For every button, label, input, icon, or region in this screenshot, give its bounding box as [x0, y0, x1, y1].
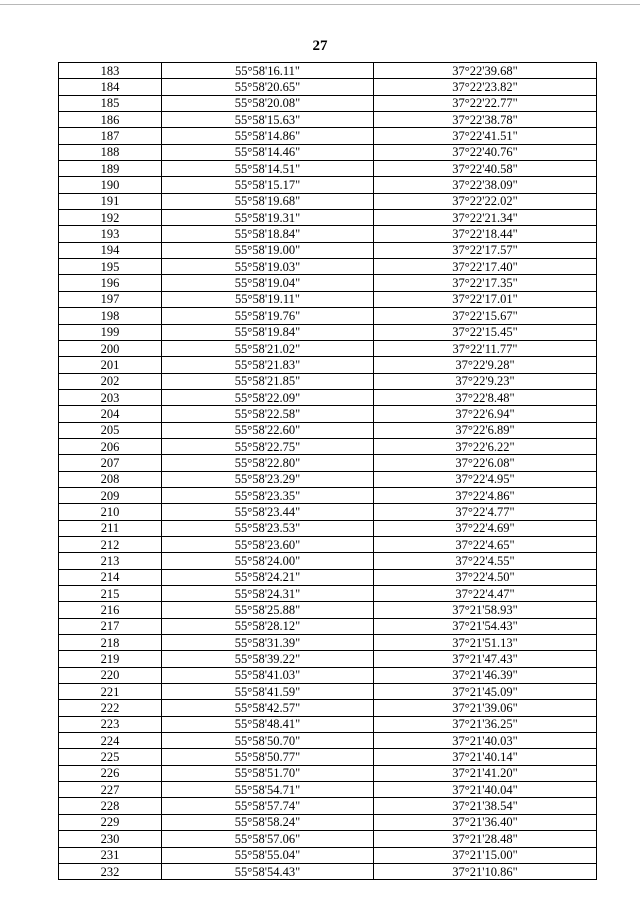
latitude-cell: 55°58'22.09"	[162, 389, 374, 405]
point-number-cell: 189	[59, 161, 162, 177]
latitude-cell: 55°58'19.76"	[162, 308, 374, 324]
latitude-cell: 55°58'14.86"	[162, 128, 374, 144]
longitude-cell: 37°22'4.86"	[374, 487, 597, 503]
table-row	[59, 128, 597, 144]
latitude-cell: 55°58'15.63"	[162, 112, 374, 128]
longitude-cell: 37°22'21.34"	[374, 210, 597, 226]
point-number-cell: 184	[59, 79, 162, 95]
latitude-cell: 55°58'21.02"	[162, 340, 374, 356]
point-number-cell: 192	[59, 210, 162, 226]
table-row	[59, 487, 597, 503]
point-number-cell: 206	[59, 438, 162, 454]
latitude-cell: 55°58'50.70"	[162, 733, 374, 749]
table-row	[59, 602, 597, 618]
table-row	[59, 504, 597, 520]
table-row	[59, 357, 597, 373]
table-row	[59, 406, 597, 422]
latitude-cell: 55°58'55.04"	[162, 847, 374, 863]
point-number-cell: 224	[59, 733, 162, 749]
point-number-cell: 213	[59, 553, 162, 569]
latitude-cell: 55°58'57.74"	[162, 798, 374, 814]
latitude-cell: 55°58'23.44"	[162, 504, 374, 520]
point-number-cell: 220	[59, 667, 162, 683]
table-row	[59, 291, 597, 307]
latitude-cell: 55°58'23.60"	[162, 536, 374, 552]
latitude-cell: 55°58'23.29"	[162, 471, 374, 487]
table-row	[59, 308, 597, 324]
longitude-cell: 37°21'54.43"	[374, 618, 597, 634]
longitude-cell: 37°21'45.09"	[374, 684, 597, 700]
longitude-cell: 37°21'51.13"	[374, 635, 597, 651]
longitude-cell: 37°21'28.48"	[374, 831, 597, 847]
table-row	[59, 79, 597, 95]
longitude-cell: 37°22'40.58"	[374, 161, 597, 177]
table-row	[59, 63, 597, 79]
table-row	[59, 455, 597, 471]
point-number-cell: 227	[59, 782, 162, 798]
table-row	[59, 667, 597, 683]
point-number-cell: 230	[59, 831, 162, 847]
latitude-cell: 55°58'22.75"	[162, 438, 374, 454]
latitude-cell: 55°58'20.08"	[162, 95, 374, 111]
point-number-cell: 195	[59, 259, 162, 275]
longitude-cell: 37°22'15.45"	[374, 324, 597, 340]
longitude-cell: 37°22'22.02"	[374, 193, 597, 209]
table-row	[59, 651, 597, 667]
point-number-cell: 229	[59, 814, 162, 830]
latitude-cell: 55°58'14.51"	[162, 161, 374, 177]
point-number-cell: 226	[59, 765, 162, 781]
longitude-cell: 37°22'4.55"	[374, 553, 597, 569]
latitude-cell: 55°58'51.70"	[162, 765, 374, 781]
table-row	[59, 586, 597, 602]
latitude-cell: 55°58'19.00"	[162, 242, 374, 258]
longitude-cell: 37°22'4.69"	[374, 520, 597, 536]
point-number-cell: 200	[59, 340, 162, 356]
point-number-cell: 209	[59, 487, 162, 503]
latitude-cell: 55°58'23.53"	[162, 520, 374, 536]
table-row	[59, 749, 597, 765]
longitude-cell: 37°21'39.06"	[374, 700, 597, 716]
longitude-cell: 37°21'58.93"	[374, 602, 597, 618]
page-number: 27	[312, 38, 328, 54]
latitude-cell: 55°58'22.58"	[162, 406, 374, 422]
longitude-cell: 37°22'17.01"	[374, 291, 597, 307]
latitude-cell: 55°58'57.06"	[162, 831, 374, 847]
longitude-cell: 37°22'4.65"	[374, 536, 597, 552]
longitude-cell: 37°21'36.40"	[374, 814, 597, 830]
longitude-cell: 37°22'4.77"	[374, 504, 597, 520]
latitude-cell: 55°58'18.84"	[162, 226, 374, 242]
table-row	[59, 553, 597, 569]
latitude-cell: 55°58'28.12"	[162, 618, 374, 634]
latitude-cell: 55°58'19.11"	[162, 291, 374, 307]
point-number-cell: 185	[59, 95, 162, 111]
longitude-cell: 37°21'40.03"	[374, 733, 597, 749]
coordinates-table	[58, 62, 597, 880]
longitude-cell: 37°21'38.54"	[374, 798, 597, 814]
table-row	[59, 536, 597, 552]
point-number-cell: 208	[59, 471, 162, 487]
table-row	[59, 716, 597, 732]
coordinates-table-body	[59, 63, 597, 880]
table-row	[59, 782, 597, 798]
table-row	[59, 340, 597, 356]
table-row	[59, 210, 597, 226]
latitude-cell: 55°58'25.88"	[162, 602, 374, 618]
table-row	[59, 144, 597, 160]
point-number-cell: 219	[59, 651, 162, 667]
point-number-cell: 214	[59, 569, 162, 585]
latitude-cell: 55°58'31.39"	[162, 635, 374, 651]
table-row	[59, 635, 597, 651]
longitude-cell: 37°22'4.47"	[374, 586, 597, 602]
longitude-cell: 37°22'39.68"	[374, 63, 597, 79]
table-row	[59, 847, 597, 863]
latitude-cell: 55°58'24.31"	[162, 586, 374, 602]
point-number-cell: 211	[59, 520, 162, 536]
point-number-cell: 222	[59, 700, 162, 716]
latitude-cell: 55°58'42.57"	[162, 700, 374, 716]
latitude-cell: 55°58'54.71"	[162, 782, 374, 798]
point-number-cell: 203	[59, 389, 162, 405]
latitude-cell: 55°58'50.77"	[162, 749, 374, 765]
point-number-cell: 231	[59, 847, 162, 863]
latitude-cell: 55°58'16.11"	[162, 63, 374, 79]
table-row	[59, 112, 597, 128]
point-number-cell: 193	[59, 226, 162, 242]
table-row	[59, 618, 597, 634]
table-row	[59, 765, 597, 781]
latitude-cell: 55°58'54.43"	[162, 863, 374, 879]
latitude-cell: 55°58'19.68"	[162, 193, 374, 209]
point-number-cell: 194	[59, 242, 162, 258]
point-number-cell: 210	[59, 504, 162, 520]
longitude-cell: 37°21'47.43"	[374, 651, 597, 667]
latitude-cell: 55°58'15.17"	[162, 177, 374, 193]
longitude-cell: 37°21'40.14"	[374, 749, 597, 765]
longitude-cell: 37°22'4.50"	[374, 569, 597, 585]
point-number-cell: 207	[59, 455, 162, 471]
table-row	[59, 259, 597, 275]
table-row	[59, 684, 597, 700]
table-row	[59, 798, 597, 814]
longitude-cell: 37°22'17.40"	[374, 259, 597, 275]
point-number-cell: 198	[59, 308, 162, 324]
latitude-cell: 55°58'19.04"	[162, 275, 374, 291]
longitude-cell: 37°22'6.94"	[374, 406, 597, 422]
longitude-cell: 37°22'6.22"	[374, 438, 597, 454]
latitude-cell: 55°58'22.60"	[162, 422, 374, 438]
point-number-cell: 216	[59, 602, 162, 618]
point-number-cell: 183	[59, 63, 162, 79]
latitude-cell: 55°58'24.00"	[162, 553, 374, 569]
table-row	[59, 389, 597, 405]
table-row	[59, 814, 597, 830]
table-row	[59, 324, 597, 340]
point-number-cell: 228	[59, 798, 162, 814]
longitude-cell: 37°21'46.39"	[374, 667, 597, 683]
table-row	[59, 242, 597, 258]
longitude-cell: 37°22'6.08"	[374, 455, 597, 471]
latitude-cell: 55°58'48.41"	[162, 716, 374, 732]
longitude-cell: 37°22'11.77"	[374, 340, 597, 356]
point-number-cell: 186	[59, 112, 162, 128]
longitude-cell: 37°22'41.51"	[374, 128, 597, 144]
table-row	[59, 161, 597, 177]
latitude-cell: 55°58'19.03"	[162, 259, 374, 275]
latitude-cell: 55°58'41.59"	[162, 684, 374, 700]
longitude-cell: 37°22'17.35"	[374, 275, 597, 291]
point-number-cell: 190	[59, 177, 162, 193]
point-number-cell: 221	[59, 684, 162, 700]
longitude-cell: 37°22'40.76"	[374, 144, 597, 160]
latitude-cell: 55°58'58.24"	[162, 814, 374, 830]
point-number-cell: 201	[59, 357, 162, 373]
point-number-cell: 217	[59, 618, 162, 634]
latitude-cell: 55°58'39.22"	[162, 651, 374, 667]
table-row	[59, 177, 597, 193]
longitude-cell: 37°21'10.86"	[374, 863, 597, 879]
point-number-cell: 196	[59, 275, 162, 291]
longitude-cell: 37°21'40.04"	[374, 782, 597, 798]
point-number-cell: 212	[59, 536, 162, 552]
longitude-cell: 37°22'38.09"	[374, 177, 597, 193]
point-number-cell: 205	[59, 422, 162, 438]
longitude-cell: 37°22'38.78"	[374, 112, 597, 128]
point-number-cell: 202	[59, 373, 162, 389]
latitude-cell: 55°58'19.31"	[162, 210, 374, 226]
latitude-cell: 55°58'14.46"	[162, 144, 374, 160]
latitude-cell: 55°58'21.85"	[162, 373, 374, 389]
table-row	[59, 373, 597, 389]
point-number-cell: 199	[59, 324, 162, 340]
longitude-cell: 37°22'17.57"	[374, 242, 597, 258]
longitude-cell: 37°22'6.89"	[374, 422, 597, 438]
table-row	[59, 471, 597, 487]
table-row	[59, 700, 597, 716]
point-number-cell: 197	[59, 291, 162, 307]
latitude-cell: 55°58'19.84"	[162, 324, 374, 340]
longitude-cell: 37°21'41.20"	[374, 765, 597, 781]
table-row	[59, 863, 597, 879]
longitude-cell: 37°21'36.25"	[374, 716, 597, 732]
point-number-cell: 215	[59, 586, 162, 602]
longitude-cell: 37°22'23.82"	[374, 79, 597, 95]
longitude-cell: 37°22'9.28"	[374, 357, 597, 373]
point-number-cell: 218	[59, 635, 162, 651]
point-number-cell: 223	[59, 716, 162, 732]
longitude-cell: 37°22'15.67"	[374, 308, 597, 324]
latitude-cell: 55°58'41.03"	[162, 667, 374, 683]
point-number-cell: 232	[59, 863, 162, 879]
longitude-cell: 37°22'8.48"	[374, 389, 597, 405]
table-row	[59, 438, 597, 454]
point-number-cell: 188	[59, 144, 162, 160]
longitude-cell: 37°22'4.95"	[374, 471, 597, 487]
longitude-cell: 37°22'22.77"	[374, 95, 597, 111]
latitude-cell: 55°58'22.80"	[162, 455, 374, 471]
latitude-cell: 55°58'20.65"	[162, 79, 374, 95]
point-number-cell: 187	[59, 128, 162, 144]
point-number-cell: 191	[59, 193, 162, 209]
table-row	[59, 569, 597, 585]
table-row	[59, 226, 597, 242]
point-number-cell: 225	[59, 749, 162, 765]
table-row	[59, 831, 597, 847]
latitude-cell: 55°58'24.21"	[162, 569, 374, 585]
table-row	[59, 193, 597, 209]
longitude-cell: 37°22'9.23"	[374, 373, 597, 389]
table-row	[59, 95, 597, 111]
longitude-cell: 37°22'18.44"	[374, 226, 597, 242]
table-row	[59, 422, 597, 438]
point-number-cell: 204	[59, 406, 162, 422]
table-row	[59, 733, 597, 749]
latitude-cell: 55°58'23.35"	[162, 487, 374, 503]
table-row	[59, 520, 597, 536]
latitude-cell: 55°58'21.83"	[162, 357, 374, 373]
top-rule	[0, 4, 640, 5]
table-row	[59, 275, 597, 291]
longitude-cell: 37°21'15.00"	[374, 847, 597, 863]
